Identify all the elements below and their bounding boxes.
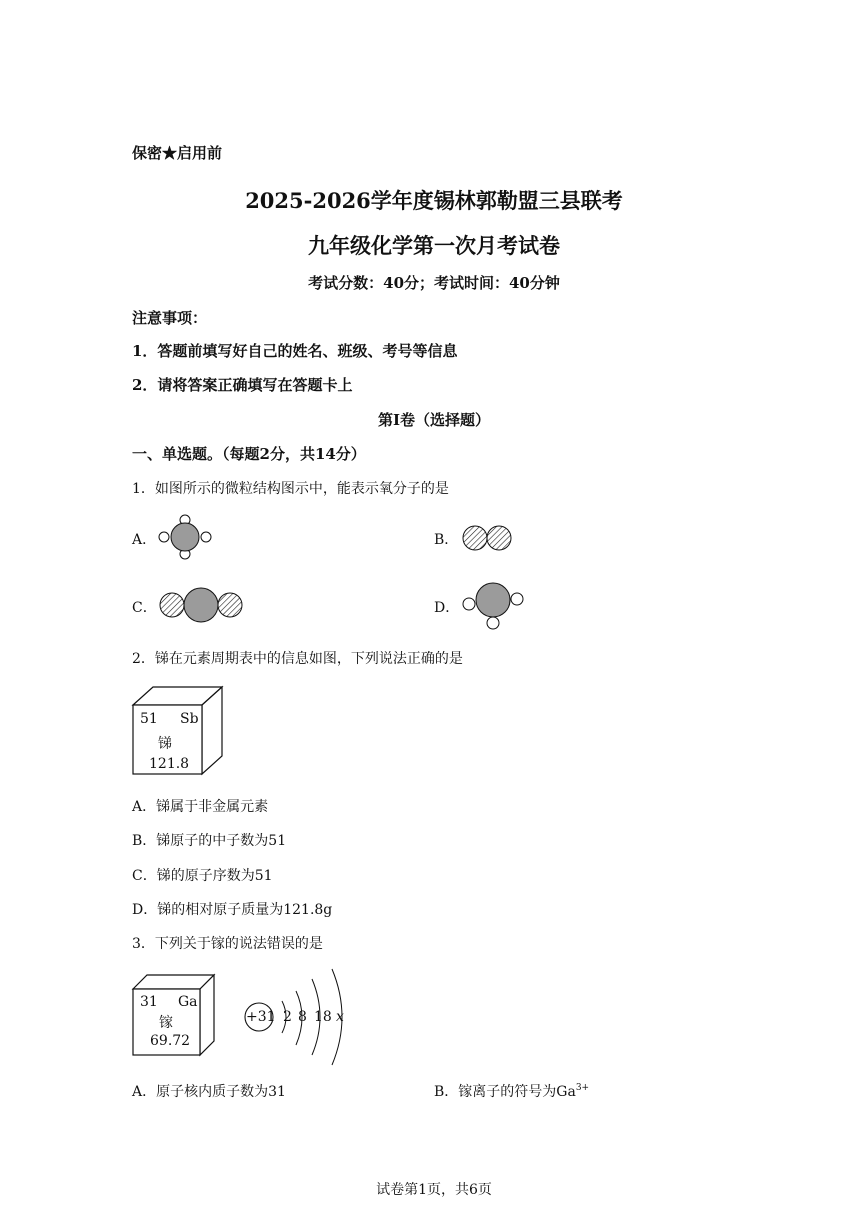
ga-nucleus-charge: +31	[246, 1009, 276, 1025]
question-2-stem: 2．锑在元素周期表中的信息如图，下列说法正确的是	[132, 651, 463, 667]
note-item-2: 2．请将答案正确填写在答题卡上	[132, 376, 353, 394]
ga-atomic-number: 31	[140, 994, 158, 1010]
q3-option-b-text: B．镓离子的符号为Ga	[434, 1084, 576, 1100]
q3-option-b-charge: 3+	[575, 1083, 590, 1093]
sb-name: 锑	[158, 736, 172, 752]
section-title: 一、单选题。（每题2分，共14分）	[132, 445, 366, 463]
q2-option-d[interactable]: D．锑的相对原子质量为121.8g	[132, 902, 333, 918]
q1-option-d-molecule	[458, 579, 530, 631]
ga-shell-2: 8	[298, 1009, 307, 1025]
q2-option-a[interactable]: A．锑属于非金属元素	[132, 799, 269, 815]
q1-option-b-label[interactable]: B．	[434, 532, 459, 548]
note-item-1: 1．答题前填写好自己的姓名、班级、考号等信息	[132, 342, 458, 360]
ga-symbol: Ga	[178, 994, 198, 1010]
question-3-stem: 3．下列关于镓的说法错误的是	[132, 936, 323, 952]
notes-heading: 注意事项：	[132, 309, 208, 327]
q3-option-b[interactable]	[434, 1081, 589, 1101]
sb-atomic-number: 51	[140, 711, 158, 727]
sb-atomic-mass: 121.8	[149, 756, 190, 772]
question-1-stem: 1．如图所示的微粒结构图示中，能表示氧分子的是	[132, 481, 449, 497]
page-footer: 试卷第1页，共6页	[376, 1182, 492, 1198]
q1-option-b-molecule	[460, 523, 516, 553]
ga-atomic-mass: 69.72	[150, 1033, 191, 1049]
exam-title: 2025-2026学年度锡林郭勒盟三县联考	[245, 188, 623, 213]
q2-option-c[interactable]: C．锑的原子序数为51	[132, 868, 273, 884]
q2-option-b[interactable]: B．锑原子的中子数为51	[132, 833, 287, 849]
q1-option-a-label[interactable]: A．	[132, 532, 157, 548]
ga-name: 镓	[159, 1015, 173, 1031]
q1-option-a-molecule	[155, 512, 215, 562]
sb-symbol: Sb	[180, 711, 199, 727]
part-title: 第I卷（选择题）	[377, 411, 491, 429]
q1-option-d-label[interactable]: D．	[434, 600, 460, 616]
q1-option-c-molecule	[156, 585, 248, 625]
ga-shell-1: 2	[283, 1009, 292, 1025]
exam-subtitle: 九年级化学第一次月考试卷	[308, 233, 560, 258]
ga-shell-3: 18	[314, 1009, 332, 1025]
secret-mark: 保密★启用前	[132, 144, 223, 162]
ga-shell-4: x	[336, 1009, 344, 1025]
q1-option-c-label[interactable]: C．	[132, 600, 157, 616]
q3-option-a[interactable]: A．原子核内质子数为31	[132, 1084, 286, 1100]
exam-info: 考试分数：40分；考试时间：40分钟	[308, 274, 560, 292]
